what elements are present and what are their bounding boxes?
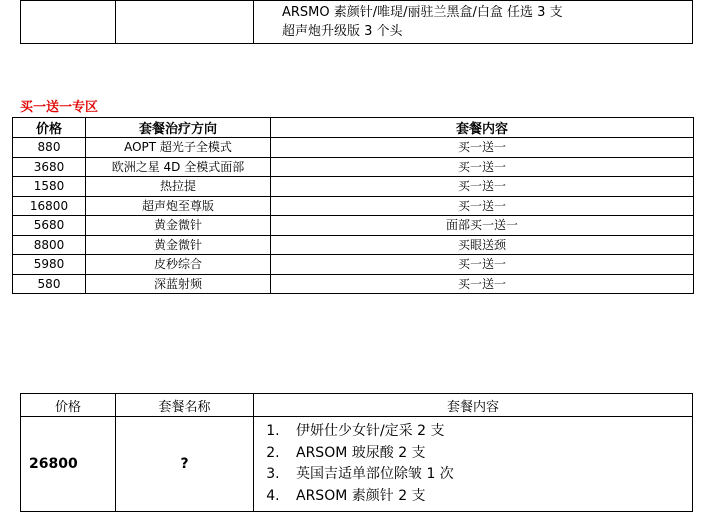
table-row <box>13 216 694 236</box>
content-line: 超声炮升级版 3 个头 <box>282 24 403 39</box>
column-header-content: 套餐内容 <box>271 118 694 138</box>
column-header-content: 套餐内容 <box>254 394 693 417</box>
direction-cell: 欧洲之星 4D 全模式面部 <box>86 157 271 177</box>
list-item: 2. ARSOM 玻尿酸 2 支 <box>284 443 692 465</box>
direction-cell: 黄金微针 <box>86 235 271 255</box>
content-cell: 买一送一 <box>271 177 694 197</box>
table-row <box>13 177 694 197</box>
direction-cell: 热拉提 <box>86 177 271 197</box>
price-cell: 8800 <box>13 235 86 255</box>
direction-cell: 黄金微针 <box>86 216 271 236</box>
header-row <box>13 118 694 138</box>
package-items-list <box>254 421 692 507</box>
table-row <box>13 274 694 294</box>
content-cell: 买眼送颈 <box>271 235 694 255</box>
price-cell: 5980 <box>13 255 86 275</box>
package-table <box>20 393 693 512</box>
section-title: 买一送一专区 <box>20 100 99 115</box>
direction-cell: 超声炮至尊版 <box>86 196 271 216</box>
content-cell: 买一送一 <box>271 255 694 275</box>
column-header-price: 价格 <box>13 118 86 138</box>
table-row <box>13 235 694 255</box>
column-header-direction: 套餐治疗方向 <box>86 118 271 138</box>
table-cell <box>116 1 254 44</box>
content-line: ARSMO 素颜针/唯瑅/丽驻兰黑盒/白盒 任选 3 支 <box>282 5 563 20</box>
list-item: 1. 伊妍仕少女针/定采 2 支 <box>284 421 692 443</box>
price-cell: 880 <box>13 138 86 158</box>
table-row <box>13 255 694 275</box>
price-cell: 3680 <box>13 157 86 177</box>
price-cell: 5680 <box>13 216 86 236</box>
content-cell: 面部买一送一 <box>271 216 694 236</box>
content-cell: 买一送一 <box>271 157 694 177</box>
table-row <box>13 138 694 158</box>
content-cell: 买一送一 <box>271 274 694 294</box>
table-row <box>21 417 693 512</box>
price-cell: 26800 <box>21 417 116 512</box>
table-row <box>21 1 693 44</box>
direction-cell: 深蓝射频 <box>86 274 271 294</box>
table-row <box>13 157 694 177</box>
package-content-cell <box>254 417 693 512</box>
price-cell: 16800 <box>13 196 86 216</box>
table-cell <box>254 1 693 44</box>
column-header-price: 价格 <box>21 394 116 417</box>
direction-cell: AOPT 超光子全模式 <box>86 138 271 158</box>
top-partial-table <box>20 0 693 44</box>
table-row <box>13 196 694 216</box>
package-name-cell: ? <box>116 417 254 512</box>
price-cell: 580 <box>13 274 86 294</box>
promo-table <box>12 117 694 294</box>
table-cell <box>21 1 116 44</box>
price-cell: 1580 <box>13 177 86 197</box>
list-item: 3. 英国吉适单部位除皱 1 次 <box>284 464 692 486</box>
list-item: 4. ARSOM 素颜针 2 支 <box>284 486 692 508</box>
content-cell: 买一送一 <box>271 196 694 216</box>
column-header-name: 套餐名称 <box>116 394 254 417</box>
direction-cell: 皮秒综合 <box>86 255 271 275</box>
header-row <box>21 394 693 417</box>
content-cell: 买一送一 <box>271 138 694 158</box>
